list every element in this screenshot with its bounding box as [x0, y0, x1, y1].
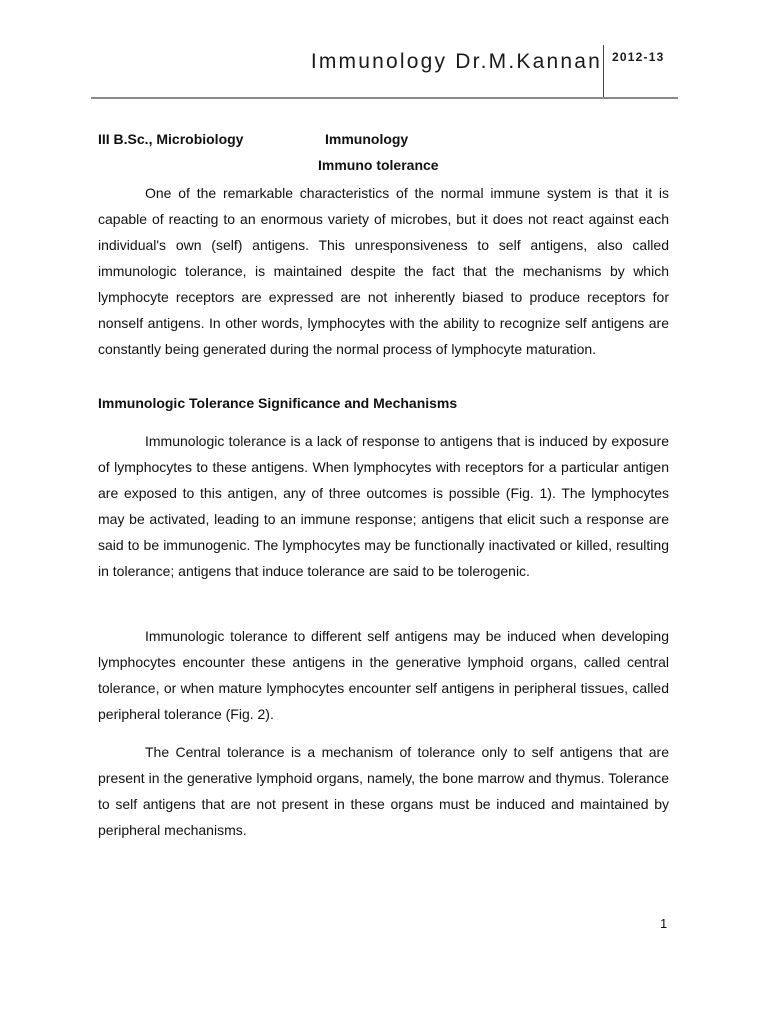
header-horizontal-rule — [91, 97, 678, 99]
page-number: 1 — [660, 916, 668, 931]
section-heading: Immunologic Tolerance Significance and Mechanisms — [98, 395, 458, 411]
paragraph-definition: Immunologic tolerance is a lack of response to antigens that is induced by exposure of lymphocytes to these antigens. When lymphocytes with receptors for a particular antigen are exposed to this antigen, any of three outcomes is possible (Fig. 1). The lymphocytes may be activated, leading to an immune response; antigens that elicit such a response are said to be immunogenic. The lymphocytes may be functionally inactivated or killed, resulting in tolerance; antigens that induce tolerance are said to be tolerogenic. — [98, 433, 669, 579]
header-vertical-divider — [603, 45, 604, 99]
header-title: Immunology Dr.M.Kannan — [310, 50, 602, 73]
course-label: III B.Sc., Microbiology — [98, 131, 244, 147]
header-year: 2012-13 — [612, 50, 665, 64]
paragraph-central-tolerance: The Central tolerance is a mechanism of tolerance only to self antigens that are present in the generative lymphoid organs, namely, the bone marrow and thymus. Tolerance to self antigens that are not present in these organs must be induced and maintained by peripheral mechanisms. — [98, 744, 669, 838]
subject-label: Immunology — [325, 131, 409, 147]
paragraph-intro: One of the remarkable characteristics of the normal immune system is that it is capable of reacting to an enormous variety of microbes, but it does not react against each individual's own (self) antigens. This unresponsiveness to self antigens, also called immunologic tolerance, is maintained despite the fact that the mechanisms by which lymphocyte receptors are expressed are not inherently biased to produce receptors for nonself antigens. In other words, lymphocytes with the ability to recognize self antigens are constantly being generated during the normal process of lymphocyte maturation. — [98, 185, 669, 357]
topic-title: Immuno tolerance — [318, 157, 439, 173]
paragraph-central-peripheral: Immunologic tolerance to different self antigens may be induced when developing lymphocytes encounter these antigens in the generative lymphoid organs, called central tolerance, or when mature lymphocytes encounter self antigens in peripheral tissues, called peripheral tolerance (Fig. 2). — [98, 628, 669, 722]
